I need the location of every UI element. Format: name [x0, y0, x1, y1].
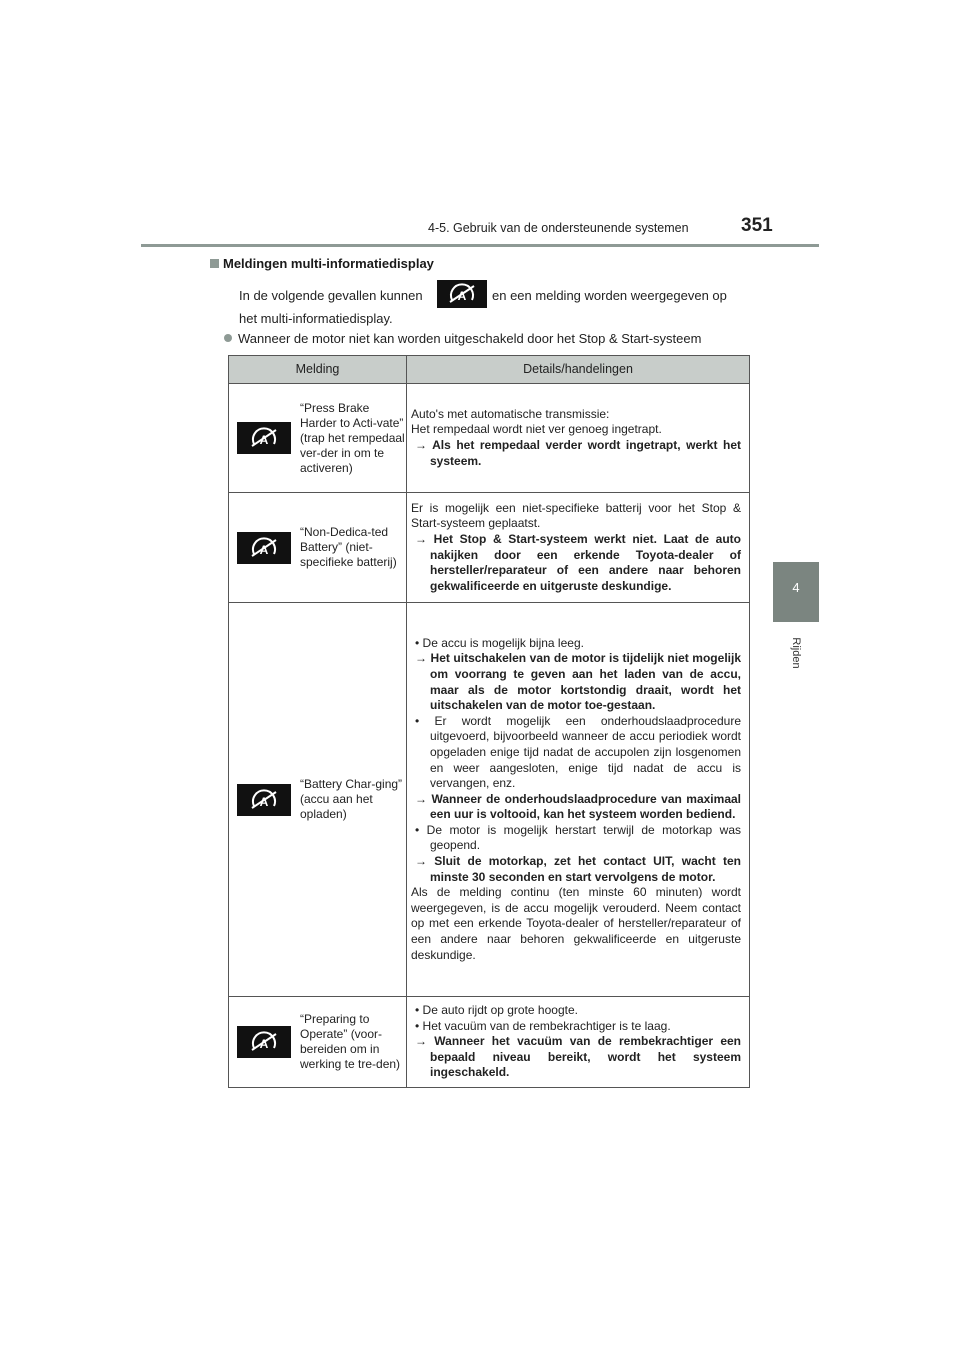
- stop-start-off-icon: [437, 280, 487, 308]
- chapter-number: 4: [792, 580, 800, 595]
- detail-line: → Wanneer de onderhoudslaadprocedure van maximaal een uur is voltooid, kan het systeem worden bediend.: [415, 791, 741, 822]
- table-header: [229, 356, 749, 384]
- detail-line: Er is mogelijk een niet-specifieke batterij voor het Stop & Start-systeem geplaatst.: [411, 500, 741, 531]
- header-section-title: 4-5. Gebruik van de ondersteunende systemen: [428, 221, 689, 235]
- messages-table: [228, 355, 750, 1088]
- message-text: “Preparing to Operate” (voor-bereiden om in werking te tre-den): [300, 1012, 401, 1071]
- stop-start-off-icon: [237, 1026, 291, 1058]
- details-cell: [407, 997, 749, 1087]
- header-melding: Melding: [229, 356, 407, 383]
- details-cell: [407, 384, 749, 492]
- stop-start-off-icon: [237, 422, 291, 454]
- table-row: [229, 384, 749, 493]
- message-cell: [299, 493, 407, 602]
- detail-line: → Het uitschakelen van de motor is tijdelijk niet mogelijk om voorrang te geven aan het laden van de accu, maar als de motor kortstondig draait, wordt het uitschakelen van de motor toe-gestaan.: [415, 651, 741, 713]
- details-cell: [407, 603, 749, 996]
- section-marker: [210, 259, 219, 268]
- detail-line: → Sluit de motorkap, zet het contact UIT, wacht ten minste 30 seconden en start vervolgens de motor.: [415, 854, 741, 884]
- icon-cell: [229, 603, 299, 996]
- svg-text:A: A: [259, 1037, 269, 1051]
- svg-text:A: A: [457, 289, 467, 303]
- intro-part1: In de volgende gevallen kunnen: [239, 288, 423, 303]
- detail-line: Als de melding continu (ten minste 60 minuten) wordt weergegeven, is de accu mogelijk verouderd. Neem contact op met een erkende Toyota-dealer of hersteller/reparateur of een andere naar behoren gekwalificeerde en uitgeruste deskundige.: [411, 885, 741, 962]
- table-row: [229, 603, 749, 997]
- bullet-item: [224, 331, 701, 346]
- message-text: “Non-Dedica-ted Battery” (niet-specifieke batterij): [300, 525, 397, 569]
- detail-line: • De motor is mogelijk herstart terwijl de motorkap was geopend.: [415, 822, 741, 853]
- header-rule: [141, 244, 819, 247]
- intro-line-1: [239, 288, 749, 303]
- chapter-label-text: Rijden: [790, 637, 802, 669]
- message-text: “Press Brake Harder to Acti-vate” (trap het rempedaal ver-der in om te activeren): [300, 400, 405, 475]
- chapter-tab: [773, 562, 819, 622]
- bullet-dot: [224, 334, 232, 342]
- stop-start-off-icon: [237, 532, 291, 564]
- detail-line: → Als het rempedaal verder wordt ingetrapt, werkt het systeem.: [415, 438, 741, 468]
- page-number: 351: [741, 215, 773, 236]
- detail-line: • Er wordt mogelijk een onderhoudslaadprocedure uitgevoerd, bijvoorbeeld wanneer de accu periodiek wordt opgeladen enige tijd nadat de accupolen zijn losgenomen en weer aangesloten, enige tijd nadat de accu is vervangen, enz.: [415, 713, 741, 791]
- svg-text:A: A: [259, 433, 269, 447]
- message-cell: [299, 384, 407, 492]
- detail-line: → Wanneer het vacuüm van de rembekrachtiger een bepaald niveau bereikt, wordt het systeem ingeschakeld.: [415, 1034, 741, 1080]
- details-cell: [407, 493, 749, 602]
- message-cell: [299, 603, 407, 996]
- message-text: “Battery Char-ging” (accu aan het opladen): [300, 777, 403, 821]
- icon-cell: [229, 997, 299, 1087]
- detail-line: • Het vacuüm van de rembekrachtiger is te laag.: [415, 1018, 671, 1033]
- svg-text:A: A: [259, 794, 269, 809]
- header-details: Details/handelingen: [523, 362, 633, 376]
- table-row: [229, 493, 749, 603]
- section-title: [210, 256, 434, 271]
- table-row: [229, 997, 749, 1087]
- message-cell: [299, 997, 407, 1087]
- chapter-label: [780, 628, 812, 678]
- detail-line: • De auto rijdt op grote hoogte.: [415, 1003, 578, 1018]
- intro-line-2: het multi-informatiedisplay.: [239, 311, 393, 326]
- icon-cell: [229, 493, 299, 602]
- bullet-text: Wanneer de motor niet kan worden uitgeschakeld door het Stop & Start-systeem: [238, 331, 702, 346]
- section-title-text: Meldingen multi-informatiedisplay: [223, 256, 434, 271]
- detail-line: • De accu is mogelijk bijna leeg.: [415, 635, 584, 650]
- stop-start-off-icon: [237, 784, 291, 816]
- svg-text:A: A: [259, 542, 269, 557]
- detail-line: Het rempedaal wordt niet ver genoeg ingetrapt.: [411, 422, 662, 437]
- intro-part2: en een melding worden weergegeven op: [492, 288, 727, 303]
- detail-line: Auto's met automatische transmissie:: [411, 406, 610, 421]
- icon-cell: [229, 384, 299, 492]
- detail-line: → Het Stop & Start-systeem werkt niet. Laat de auto nakijken door een erkende Toyota-dealer of hersteller/reparateur of een andere naar behoren gekwalificeerde en uitgeruste deskundige.: [415, 531, 741, 593]
